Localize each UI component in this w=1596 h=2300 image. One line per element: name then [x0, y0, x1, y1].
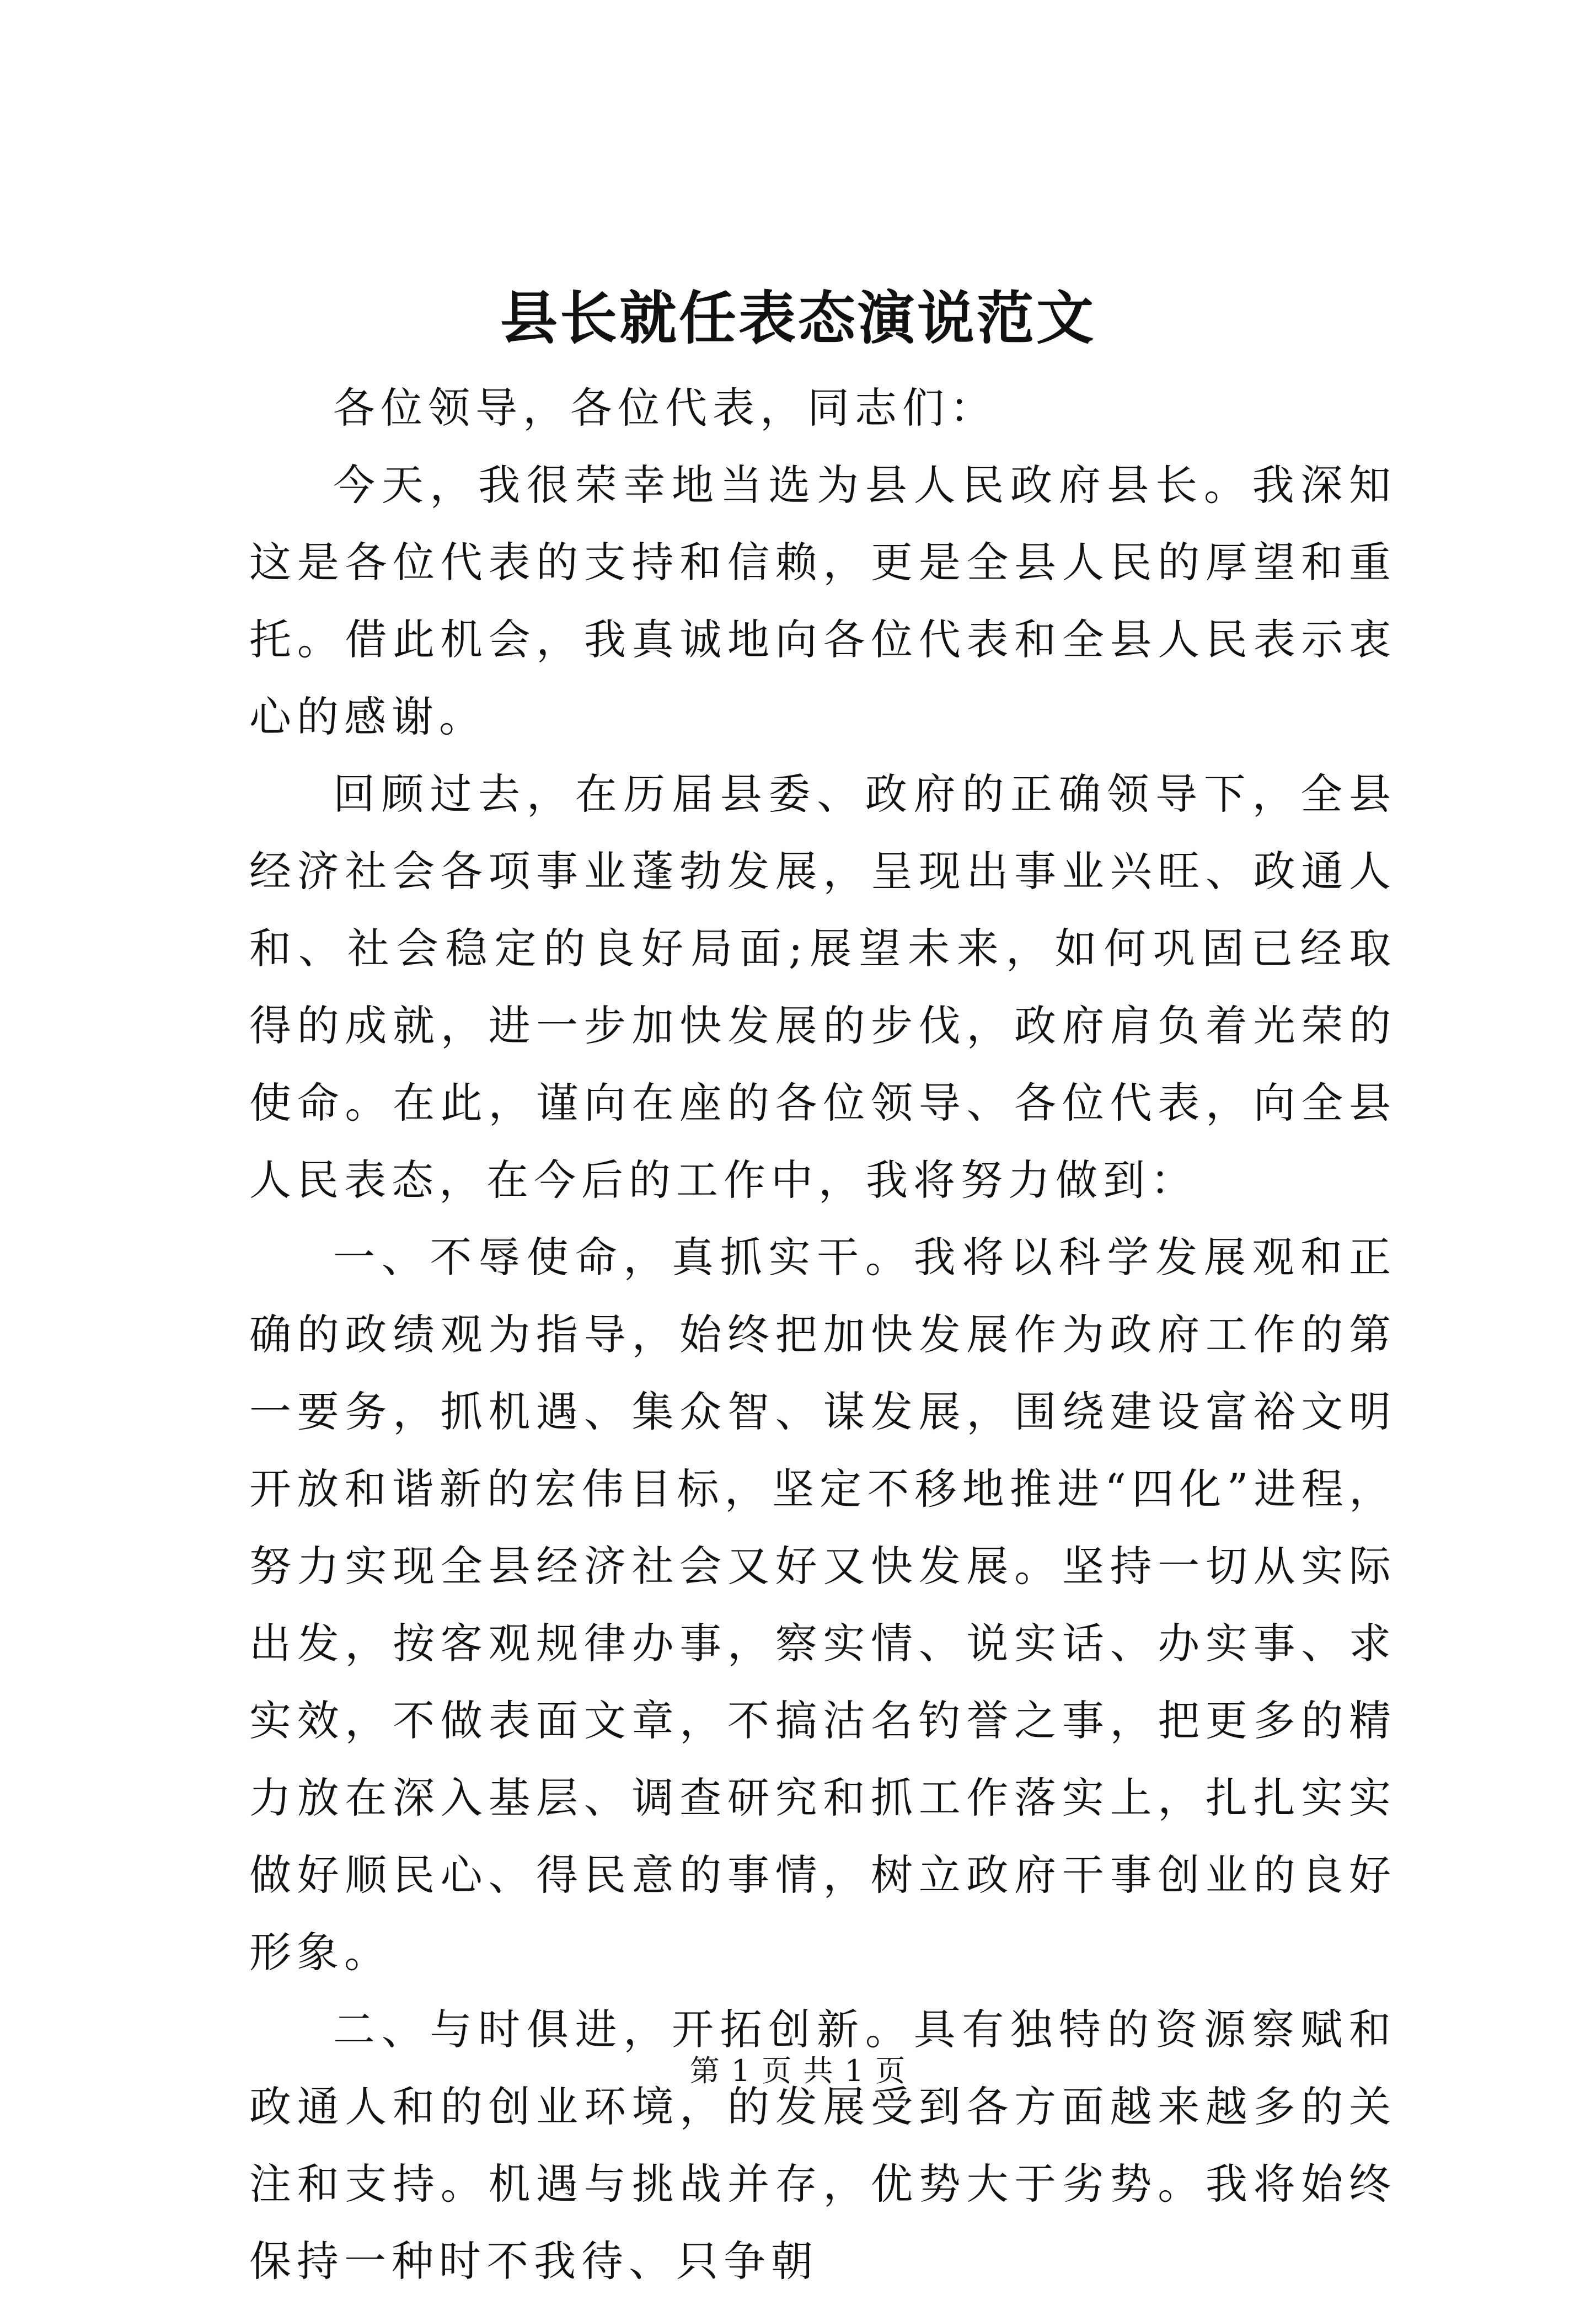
- page-footer: 第 1 页 共 1 页: [689, 2053, 907, 2088]
- document-title: 县长就任表态演说范文: [500, 284, 1096, 352]
- body-paragraph: 一、不辱使命，真抓实干。我将以科学发展观和正确的政绩观为指导，始终把加快发展作为政府工作的第一要务，抓机遇、集众智、谋发展，围绕建设富裕文明开放和谐新的宏伟目标，坚定不移地推进“四化”进程，努力实现全县经济社会又好又快发展。坚持一切从实际出发，按客观规律办事，察实情、说实话、办实事、求实效，不做表面文章，不搞沽名钓誉之事，把更多的精力放在深入基层、调查研究和抓工作落实上，扎扎实实做好顺民心、得民意的事情，树立政府干事创业的良好形象。: [249, 1233, 1396, 1977]
- body-paragraph: 今天，我很荣幸地当选为县人民政府县长。我深知这是各位代表的支持和信赖，更是全县人民的厚望和重托。借此机会，我真诚地向各位代表和全县人民表示衷心的感谢。: [249, 461, 1396, 741]
- salutation-paragraph: 各位领导，各位代表，同志们：: [333, 383, 997, 432]
- document-body: [249, 370, 1396, 2300]
- body-paragraph: 二、与时俱进，开拓创新。具有独特的资源察赋和政通人和的创业环境，的发展受到各方面越来越多的关注和支持。机遇与挑战并存，优势大于劣势。我将始终保持一种时不我待、只争朝: [249, 2005, 1396, 2286]
- body-paragraph: 回顾过去，在历届县委、政府的正确领导下，全县经济社会各项事业蓬勃发展，呈现出事业兴旺、政通人和、社会稳定的良好局面;展望未来，如何巩固已经取得的成就，进一步加快发展的步伐，政府肩负着光荣的使命。在此，谨向在座的各位领导、各位代表，向全县人民表态，在今后的工作中，我将努力做到：: [249, 769, 1396, 1205]
